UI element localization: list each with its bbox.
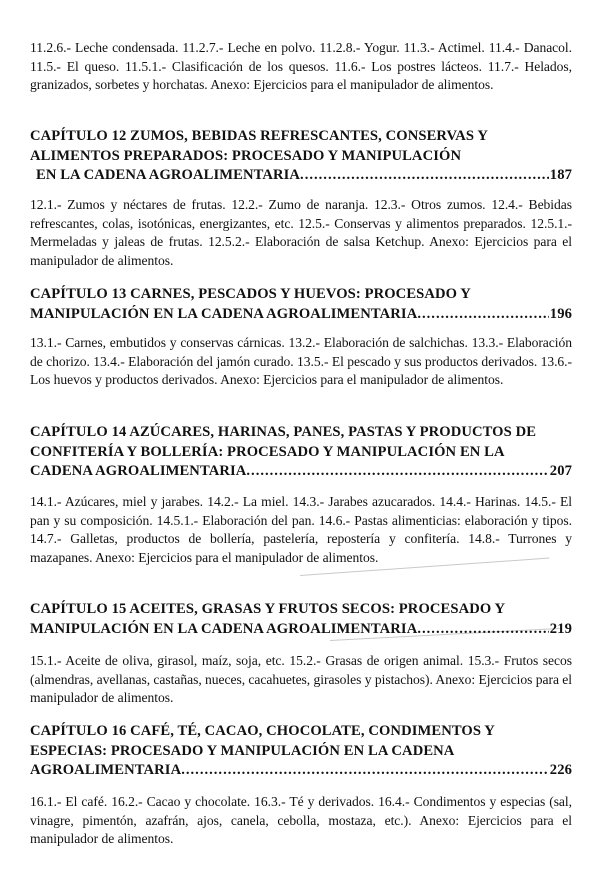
dot-leader [417, 305, 548, 325]
chapter-title-last-line [30, 620, 572, 640]
chapter-title-line: ALIMENTOS PREPARADOS: PROCESADO Y MANIPULACIÓN [30, 147, 462, 164]
dot-leader [417, 620, 548, 640]
chapter-14-heading [30, 423, 572, 482]
page-number: 196 [549, 305, 572, 322]
chapter-13-summary: 13.1.- Carnes, embutidos y conservas cárnicas. 13.2.- Elaboración de salchichas. 13.3.- Elaboración de chorizo. 13.4.- Elaboración del jamón curado. 13.5.- El pescado y sus productos derivados. 13.6.- Los huevos y productos derivados. Anexo: Ejercicios para el manipulador de alimentos. [30, 335, 572, 388]
chapter-12-summary: 12.1.- Zumos y néctares de frutas. 12.2.- Zumo de naranja. 12.3.- Otros zumos. 12.4.- Bebidas refrescantes, colas, isotónicas, energizantes, etc. 12.5.- Conservas y alimentos preparados. 12.5.1.- Mermeladas y jaleas de frutas. 12.5.2.- Elaboración de salsa Ketchup. Anexo: Ejercicios para el manipulador de alimentos. [30, 197, 572, 268]
chapter-title-line: CONFITERÍA Y BOLLERÍA: PROCESADO Y MANIPULACIÓN EN LA [30, 443, 505, 460]
chapter-title-line: CAPÍTULO 16 CAFÉ, TÉ, CACAO, CHOCOLATE, CONDIMENTOS Y [30, 723, 495, 739]
chapter-title-line: MANIPULACIÓN EN LA CADENA AGROALIMENTARIA [30, 305, 418, 322]
chapter-title-line: CAPÍTULO 12 ZUMOS, BEBIDAS REFRESCANTES, CONSERVAS Y [30, 128, 488, 144]
dot-leader [246, 462, 548, 482]
dot-leader [300, 166, 549, 186]
chapter-title-line: CADENA AGROALIMENTARIA [30, 463, 247, 479]
chapter-title-last-line [30, 761, 572, 781]
chapter-13-heading [30, 285, 572, 324]
chapter-title-last-line [30, 305, 572, 325]
intro-paragraph: 11.2.6.- Leche condensada. 11.2.7.- Leche en polvo. 11.2.8.- Yogur. 11.3.- Actimel. 11.4.- Danacol. 11.5.- El queso. 11.5.1.- Clasificación de los quesos. 11.6.- Los postres lácteos. 11.7.- Helados, granizados, sorbetes y horchatas. Anexo: Ejercicios para el manipulador de alimentos. [30, 40, 572, 93]
chapter-title-line: CAPÍTULO 13 CARNES, PESCADOS Y HUEVOS: PROCESADO Y [30, 286, 471, 302]
page-number: 187 [549, 167, 572, 183]
chapter-title-last-line [30, 462, 572, 482]
chapter-title-line: CAPÍTULO 15 ACEITES, GRASAS Y FRUTOS SECOS: PROCESADO Y [30, 601, 506, 617]
page-number: 226 [549, 762, 572, 778]
chapter-15-heading [30, 600, 572, 639]
chapter-12-heading [30, 127, 572, 186]
chapter-title-line: ESPECIAS: PROCESADO Y MANIPULACIÓN EN LA CADENA [30, 742, 455, 759]
page-number: 207 [549, 463, 572, 479]
chapter-title-line: MANIPULACIÓN EN LA CADENA AGROALIMENTARIA [30, 620, 418, 637]
chapter-14-summary: 14.1.- Azúcares, miel y jarabes. 14.2.- La miel. 14.3.- Jarabes azucarados. 14.4.- Harinas. 14.5.- El pan y su composición. 14.5.1.- Elaboración del pan. 14.6.- Pastas alimenticias: elaboración y tipos. 14.7.- Galletas, productos de bollería, pastelería, repostería y confitería. 14.8.- Turrones y mazapanes. Anexo: Ejercicios para el manipulador de alimentos. [30, 494, 572, 565]
chapter-16-summary: 16.1.- El café. 16.2.- Cacao y chocolate. 16.3.- Té y derivados. 16.4.- Condimentos y especias (sal, vinagre, pimentón, azafrán, ajos, canela, cebolla, mostaza, etc.). Anexo: Ejercicios para el manipulador de alimentos. [30, 794, 572, 847]
chapter-title-line: CAPÍTULO 14 AZÚCARES, HARINAS, PANES, PASTAS Y PRODUCTOS DE [30, 424, 537, 440]
chapter-16-heading [30, 722, 572, 781]
chapter-title-line: EN LA CADENA AGROALIMENTARIA [36, 167, 301, 183]
chapter-title-last-line [30, 166, 572, 186]
dot-leader [181, 761, 549, 781]
page-number: 219 [549, 620, 572, 637]
chapter-title-line: AGROALIMENTARIA [30, 762, 182, 778]
chapter-15-summary: 15.1.- Aceite de oliva, girasol, maíz, soja, etc. 15.2.- Grasas de origen animal. 15.3.- Frutos secos (almendras, avellanas, castañas, nueces, cacahuetes, girasoles y pistachos). Anexo: Ejercicios para el manipulador de alimentos. [30, 653, 572, 706]
